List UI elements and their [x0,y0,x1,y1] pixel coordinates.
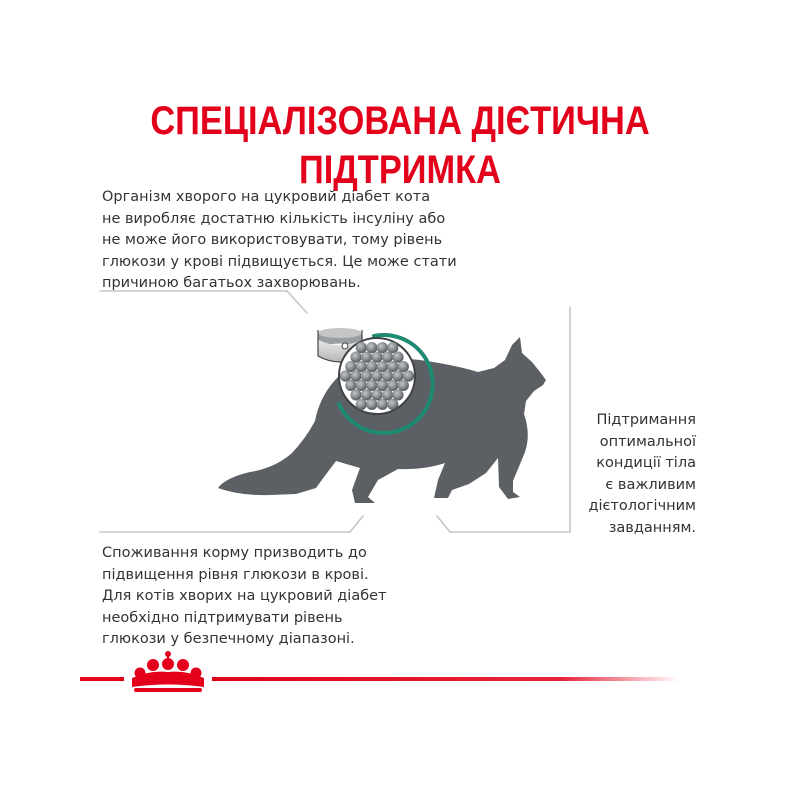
kibble-piece-11 [356,361,367,372]
leader-line-top [100,291,307,313]
kibble-piece-14 [387,361,398,372]
kibble-piece-16 [340,370,351,381]
kibble-piece-31 [371,389,382,400]
callout-bottom-line-4: необхідно підтримувати рівень [102,609,343,626]
kibble-piece-2 [366,342,377,353]
callout-top-line-4: глюкози у крові підвищується. Це може стати [102,253,457,270]
callout-right-line-3: кондиції тіла [596,455,696,472]
kibble-piece-7 [371,352,382,363]
kibble-piece-15 [398,361,409,372]
footer-line-left [80,677,124,681]
kibble-piece-24 [356,380,367,391]
callout-right-line-5: дієтологічним [588,498,696,515]
kibble-piece-17 [350,370,361,381]
kibble-piece-22 [403,370,414,381]
kibble-piece-35 [366,399,377,410]
kibble-piece-4 [387,342,398,353]
callout-right-line-4: є важливим [605,476,696,493]
kibble-piece-19 [371,370,382,381]
footer-line-right [212,677,680,681]
callout-top-line-5: причиною багатьох захворювань. [102,275,361,292]
callout-right-line-6: завданням. [608,519,696,536]
kibble-piece-33 [392,389,403,400]
callout-bottom-line-2: підвищення рівня глюкози в крові. [102,566,369,583]
kibble-piece-20 [382,370,393,381]
kibble-piece-23 [345,380,356,391]
kibble-piece-37 [387,399,398,410]
kibble-piece-36 [377,399,388,410]
kibble-piece-10 [345,361,356,372]
kibble-piece-8 [382,352,393,363]
callout-bottom-line-1: Споживання корму призводить до [102,545,367,561]
kibble-piece-13 [377,361,388,372]
kibble-piece-21 [392,370,403,381]
kibble-piece-25 [366,380,377,391]
kibble-piece-9 [392,352,403,363]
kibble-piece-30 [361,389,372,400]
page-title-line-1: СПЕЦІАЛІЗОВАНА ДІЄТИЧНА [150,99,650,143]
kibble-piece-28 [398,380,409,391]
kibble-piece-1 [356,342,367,353]
callout-top-line-2: не виробляє достатню кількість інсуліну або [102,210,446,227]
crown-logo-icon [132,651,204,692]
zoom-pointer-dot [342,343,348,349]
brand-footer-line [0,650,800,706]
page-title-line-2: ПІДТРИМКА [299,148,501,192]
callout-right-line-2: оптимальної [599,433,696,450]
callout-bottom-line-5: глюкози у безпечному діапазоні. [102,631,355,648]
callout-bottom-line-3: Для котів хворих на цукровий діабет [102,588,387,605]
leader-line-bottom [100,516,363,532]
kibble-piece-12 [366,361,377,372]
kibble-piece-18 [361,370,372,381]
kibble-piece-29 [350,389,361,400]
callout-top-line-3: не може його використовувати, тому рівень [102,232,443,249]
kibble-piece-32 [382,389,393,400]
kibble-piece-26 [377,380,388,391]
kibble-piece-3 [377,342,388,353]
bowl-rim [318,328,362,338]
callout-right-line-1: Підтримання [596,412,696,428]
callout-top-line-1: Організм хворого на цукровий діабет кота [102,189,431,205]
kibble-piece-34 [356,399,367,410]
kibble-piece-6 [361,352,372,363]
kibble-piece-5 [350,352,361,363]
kibble-piece-27 [387,380,398,391]
